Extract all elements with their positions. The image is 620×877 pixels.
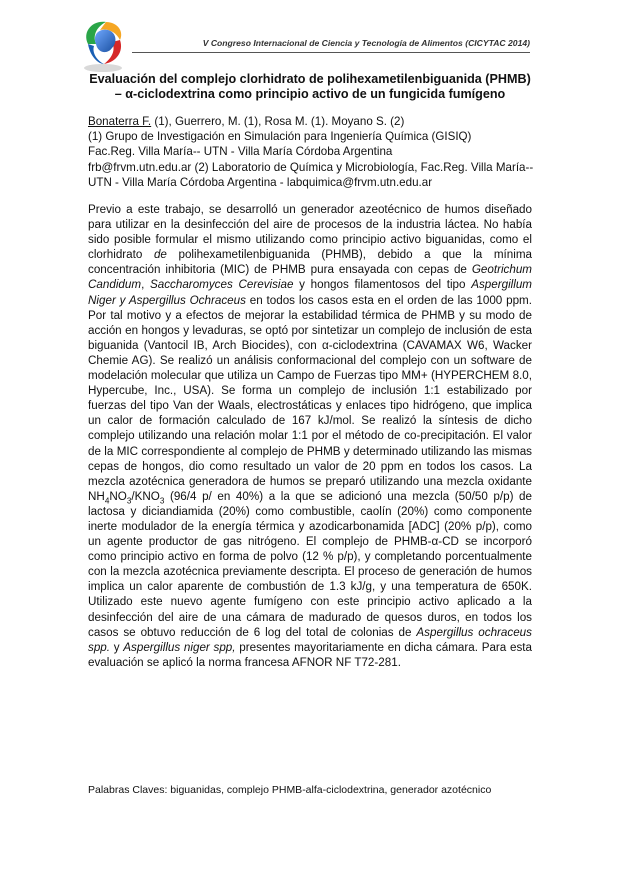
co-authors: (1), Guerrero, M. (1), Rosa M. (1). Moyano S. (2)	[151, 115, 405, 128]
lead-author: Bonaterra F.	[88, 115, 152, 128]
abstract-segment: y	[110, 640, 124, 654]
species-name: Saccharomyces Cerevisiae	[149, 278, 294, 292]
abstract-segment: Previo a este trabajo, se desarrolló un generador azeotécnico de humos diseñado para utilizar en la desinfección del aire de procesos de la industria láctea. No había sido posible formular el mismo utilizando como principio activo biguanidas, como el clorhidrato	[88, 203, 532, 262]
affiliation-2: frb@frvm.utn.edu.ar (2) Laboratorio de Química y Microbiología, Fac.Reg. Villa María-- UTN - Villa María Córdoba Argentina - labquimica@frvm.utn.edu.ar	[88, 160, 534, 189]
abstract-text	[88, 202, 532, 670]
species-name: Aspergillus niger spp,	[123, 640, 236, 654]
abstract-segment: NO	[109, 489, 127, 503]
abstract-segment: y hongos filamentosos del tipo	[293, 278, 472, 292]
abstract-segment: en todos los casos esta en el orden de las 1000 ppm. Por tal motivo y a efectos de mejorar la estabilidad térmica de PHMB y su modo de acción en hongos y levaduras, se optó por sintetizar un complejo de inclusión de esta biguanida (Vantocil IB, Arch Biocides), con α-ciclodextrina (CAVAMAX W6, Wacker Chemie AG). Se realizó un análisis conformacional del complejo con un software de modelación molecular que utiliza un Campo de Fuerzas tipo MM+ (HYPERCHEM 8.0, Hypercube, Inc., USA). Se forma un complejo de inclusión 1:1 estabilizado por fuerzas del tipo Van der Waals, electrostáticas y enlaces tipo hidrógeno, que implica un calor de formación calculado de 167 kJ/mol. Se realizó la síntesis de dicho complejo utilizando una relación molar 1:1 por el método de co-precipitación. El valor de la MIC correspondiente al complejo de PHMB y determinado utilizando las mismas cepas de hongos, dio como resultado un valor de 20 ppm en todos los casos. La mezcla azotécnica generadora de humos se preparó utilizando una mezcla oxidante NH	[88, 293, 532, 503]
species-name: Aspergillum Niger y Aspergillus Ochraceus	[88, 278, 532, 307]
author-list	[88, 114, 536, 129]
keywords: Palabras Claves: biguanidas, complejo PHMB-alfa-ciclodextrina, generador azotécnico	[88, 784, 492, 796]
title-line-2: – α-ciclodextrina como principio activo de un fungicida fumígeno	[114, 87, 506, 101]
affiliation-1: (1) Grupo de Investigación en Simulación para Ingeniería Química (GISIQ)	[88, 130, 472, 144]
affiliation-1-location: Fac.Reg. Villa María-- UTN - Villa María Córdoba Argentina	[88, 145, 393, 159]
authors-block	[88, 114, 536, 190]
title-line-1: Evaluación del complejo clorhidrato de polihexametilenbiguanida (PHMB)	[89, 72, 531, 86]
congress-header: V Congreso Internacional de Ciencia y Tecnología de Alimentos (CICYTAC 2014)	[202, 38, 530, 48]
paper-title	[88, 72, 532, 102]
subscript: 4	[104, 496, 110, 506]
abstract-italic: de	[153, 248, 167, 262]
abstract-segment: presentes mayoritariamente en dicha cámara. Para esta evaluación se aplicó la norma francesa AFNOR NF T72-281.	[88, 640, 532, 669]
species-name: Aspergillus ochraceus spp.	[88, 625, 532, 654]
subscript: 3	[159, 496, 165, 506]
abstract-segment: polihexametilenbiguanida (PHMB), debido a que la mínima concentración inhibitoria (MIC) de PHMB pura ensayada con cepas de	[88, 248, 532, 277]
abstract-segment: ,	[141, 278, 150, 292]
abstract-segment: (96/4 p/ en 40%) a la que se adicionó una mezcla (50/50 p/p) de lactosa y diciandiamida (20%) como combustible, caolín (20%) como componente inerte modulador de la energía térmica y azodicarbonamida [ADC] (20% p/p), como un agente productor de gas nitrógeno. El complejo de PHMB-α-CD se incorporó como principio activo en forma de polvo (12 % p/p), y completando porcentualmente con la mezcla azotécnica previamente descripta. El proceso de generación de humos implica un calor aparente de combustión de 1.3 kJ/g, y una temperatura de 650K. Utilizado este nuevo agente fumígeno con este principio activo aplicado a la desinfección del aire de una cámara de madurado de quesos duros, en todos los casos se obtuvo reducción de 6 log del total de colonias de	[88, 489, 532, 639]
header-divider	[132, 52, 530, 53]
species-name: Geotrichum Candidum	[88, 263, 532, 292]
subscript: 3	[126, 496, 132, 506]
abstract-segment: /KNO	[131, 489, 160, 503]
congress-logo-icon	[78, 18, 128, 74]
